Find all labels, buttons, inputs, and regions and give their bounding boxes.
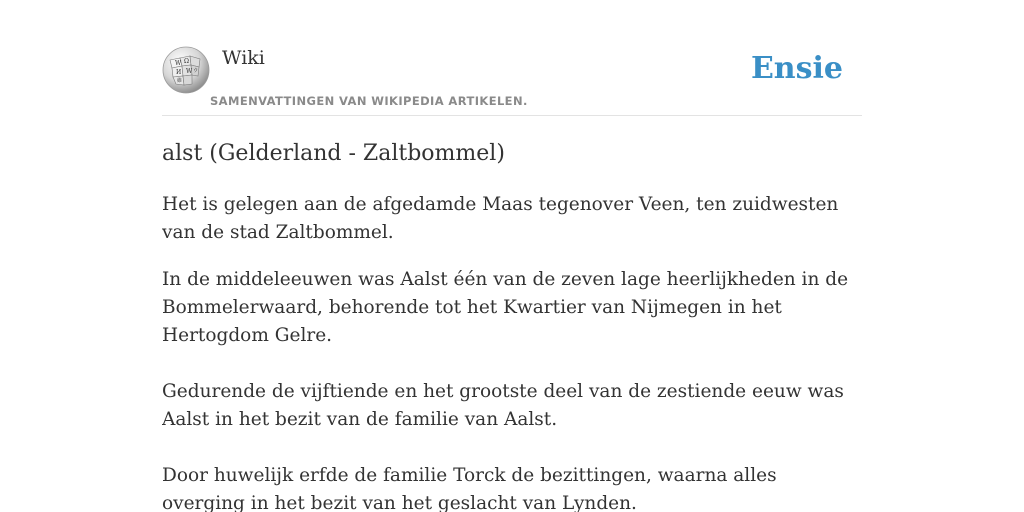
- ensie-brand-link[interactable]: Ensie: [750, 51, 843, 86]
- article-title: alst (Gelderland - Zaltbommel): [162, 141, 505, 166]
- article-paragraph: In de middeleeuwen was Aalst één van de zeven lage heerlijkheden in de Bommelerwaard, behorende tot het Kwartier van Nijmegen in het Hertogdom Gelre.: [162, 269, 849, 346]
- article-paragraph: Gedurende de vijftiende en het grootste deel van de zestiende eeuw was Aalst in het bezit van de familie van Aalst.: [162, 381, 844, 430]
- article-paragraph: Door huwelijk erfde de familie Torck de bezittingen, waarna alles overging in het bezit van het geslacht van Lynden.: [162, 465, 777, 512]
- paragraph-spacer: [162, 434, 862, 462]
- site-name[interactable]: Wiki: [222, 47, 265, 69]
- svg-text:Ω: Ω: [184, 58, 189, 65]
- svg-text:W: W: [175, 60, 182, 67]
- article-content: [162, 140, 862, 512]
- wikipedia-globe-icon[interactable]: [162, 46, 210, 94]
- svg-text:W: W: [186, 68, 193, 75]
- paragraph-spacer: [162, 350, 862, 378]
- page: [162, 0, 862, 512]
- site-tagline: SAMENVATTINGEN VAN WIKIPEDIA ARTIKELEN.: [210, 94, 528, 108]
- article-lead: Het is gelegen aan de afgedamde Maas tegenover Veen, ten zuidwesten van de stad Zaltbommel.: [162, 194, 839, 243]
- svg-text:И: И: [176, 69, 182, 76]
- svg-text:ウ: ウ: [193, 68, 199, 74]
- svg-text:維: 維: [177, 78, 183, 84]
- site-header: [162, 0, 862, 116]
